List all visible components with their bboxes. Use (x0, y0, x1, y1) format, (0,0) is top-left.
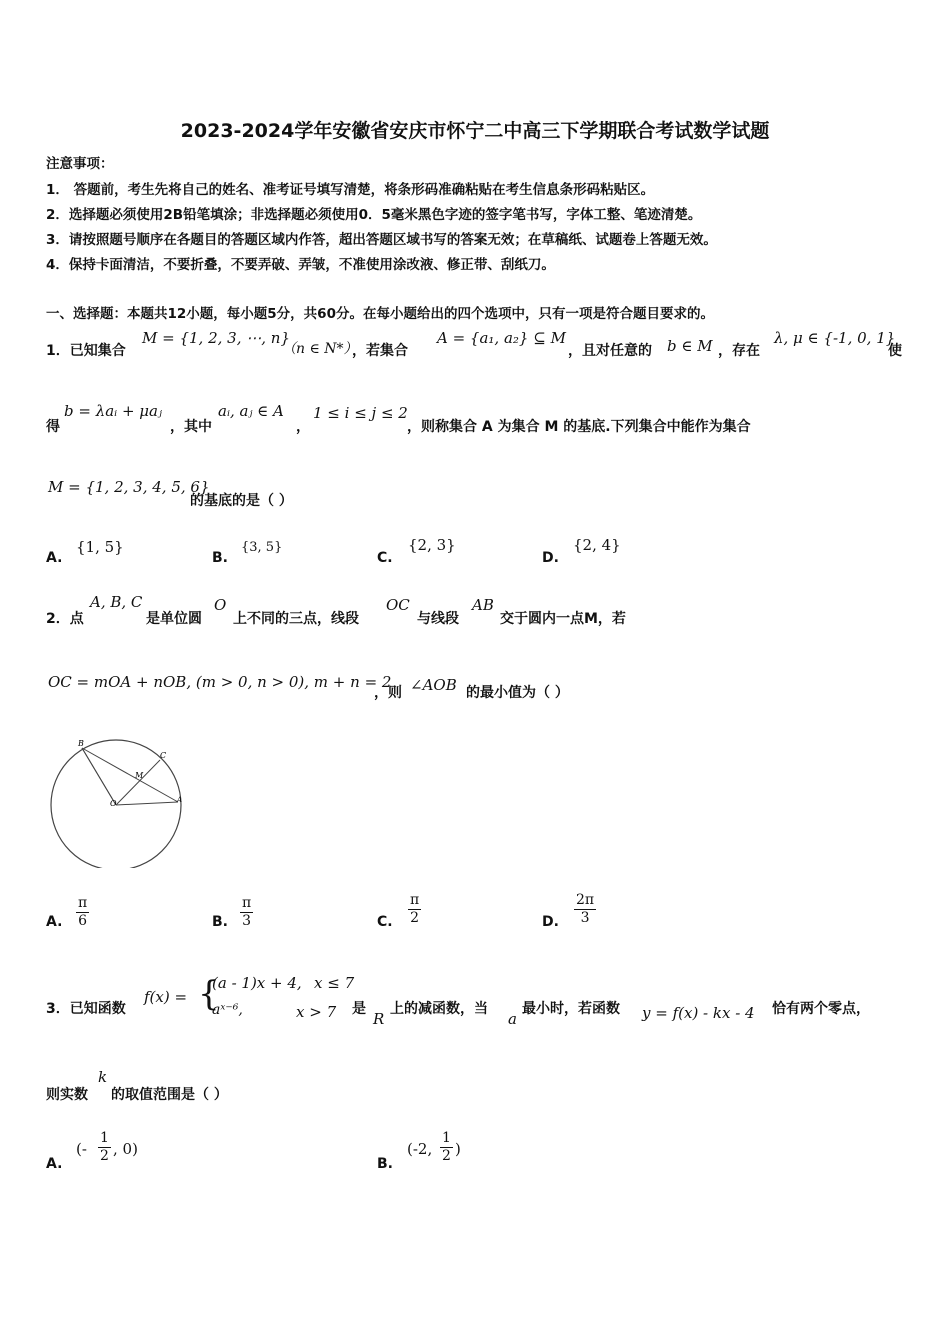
q2-option-a-num: π (78, 895, 88, 911)
q2-option-d-num: 2π (576, 892, 595, 908)
q1-math-n: （n ∈ N*） (282, 341, 358, 357)
q2-unit-circle-figure (46, 728, 216, 868)
q2-option-b-value (240, 895, 253, 930)
q2-text-1: 2．点 (46, 611, 84, 627)
q3-cond-2: x > 7 (296, 1003, 337, 1021)
q1-math-lambda: λ, μ ∈ {-1, 0, 1} (774, 329, 896, 347)
q1-option-c-label: C. (377, 550, 393, 566)
q2-option-c-den: 2 (410, 910, 420, 926)
q1-math-A: A = {a₁, a₂} ⊆ M (437, 329, 566, 347)
q2-option-b-label: B. (212, 914, 228, 930)
q2-text-3: 上不同的三点，线段 (233, 611, 359, 627)
q2-math-OC: OC (386, 596, 410, 614)
q3-option-a-frac (98, 1130, 111, 1165)
q3-math-y: y = f(x) - kx - 4 (642, 1004, 755, 1022)
q1-text-9: ，则称集合 A 为集合 M 的基底.下列集合中能作为集合 (407, 419, 751, 435)
q2-option-c-value (408, 892, 421, 927)
q3-text-6: 则实数 (46, 1087, 88, 1103)
q3-text-4: 最小时，若函数 (522, 1001, 620, 1017)
q3-option-a-pre: (- (76, 1140, 87, 1158)
q1-text-1: 1．已知集合 (46, 343, 126, 359)
q3-case-1: (a - 1)x + 4, (212, 974, 302, 992)
page-title: 2023-2024学年安徽省安庆市怀宁二中高三下学期联合考试数学试题 (180, 120, 770, 142)
q1-text-10: 的基底的是（ ） (190, 493, 293, 509)
q1-text-5: 使 (888, 343, 902, 359)
q1-math-M6: M = {1, 2, 3, 4, 5, 6} (48, 478, 210, 496)
q1-math-ij: 1 ≤ i ≤ j ≤ 2 (313, 404, 408, 422)
q2-option-a-den: 6 (78, 913, 88, 929)
q3-text-5: 恰有两个零点， (772, 1001, 870, 1017)
q2-option-d-den: 3 (580, 910, 590, 926)
note-item-1: 1． 答题前，考生先将自己的姓名、准考证号填写清楚，将条形码准确粘贴在考生信息条形码粘贴区。 (46, 182, 655, 198)
q2-text-6: ，则 (374, 685, 402, 701)
q2-math-O: O (214, 596, 227, 614)
q1-text-8: ， (296, 419, 310, 435)
q1-text-6: 得 (46, 419, 60, 435)
q1-option-b-value: {3, 5} (241, 540, 283, 555)
label-O: O (110, 799, 117, 808)
q3-option-b-post: ) (455, 1140, 461, 1158)
q3-option-a-den: 2 (100, 1148, 109, 1164)
q3-text-7: 的取值范围是（ ） (111, 1087, 228, 1103)
q3-math-fx: f(x) = (144, 988, 188, 1006)
q2-text-4: 与线段 (417, 611, 459, 627)
section-heading: 一、选择题：本题共12小题，每小题5分，共60分。在每小题给出的四个选项中，只有一项是符合题目要求的。 (46, 306, 714, 322)
q2-text-7: 的最小值为（ ） (466, 685, 569, 701)
q3-option-b-frac (440, 1130, 453, 1165)
q3-math-R: R (373, 1010, 385, 1028)
q3-piecewise-brace: { (198, 974, 220, 1014)
q3-option-a-post: , 0) (113, 1140, 138, 1158)
q2-math-angle: ∠AOB (410, 676, 457, 694)
q1-option-a-label: A. (46, 550, 63, 566)
q3-math-a: a (508, 1010, 517, 1028)
q3-text-1: 3．已知函数 (46, 1001, 126, 1017)
q3-option-b-pre: (-2, (407, 1140, 433, 1158)
q2-option-d-value (574, 892, 596, 927)
q3-option-b-label: B. (377, 1156, 393, 1172)
q3-case-2: aˣ⁻⁶, (212, 1002, 243, 1018)
segment-OC (116, 760, 160, 805)
notes-heading: 注意事项： (46, 156, 114, 172)
q1-text-2: ，若集合 (352, 343, 408, 359)
label-B: B (78, 739, 84, 748)
q2-option-a-label: A. (46, 914, 63, 930)
q1-text-3: ，且对任意的 (568, 343, 652, 359)
q1-math-ai-aj: aᵢ, aⱼ ∈ A (218, 402, 284, 420)
q1-option-d-label: D. (542, 550, 559, 566)
q1-option-b-label: B. (212, 550, 228, 566)
q2-math-ABC: A, B, C (90, 593, 143, 611)
q1-option-a-value: {1, 5} (76, 538, 124, 556)
q2-option-a-value (76, 895, 89, 930)
q2-option-b-den: 3 (242, 913, 252, 929)
label-C: C (160, 751, 167, 760)
q2-text-2: 是单位圆 (146, 611, 202, 627)
q3-option-b-num: 1 (442, 1130, 451, 1146)
segment-OA (116, 802, 178, 805)
q1-math-M: M = {1, 2, 3, ⋯, n} (142, 329, 290, 347)
note-item-2: 2．选择题必须使用2B铅笔填涂；非选择题必须使用0．5毫米黑色字迹的签字笔书写，字体工整、笔迹清楚。 (46, 207, 702, 223)
q2-math-OC-expr: OC = mOA + nOB, (m > 0, n > 0), m + n = 2 (48, 673, 392, 691)
q2-option-c-num: π (410, 892, 420, 908)
q1-option-c-value: {2, 3} (408, 536, 456, 554)
q2-option-d-label: D. (542, 914, 559, 930)
q3-text-3: 上的减函数，当 (390, 1001, 488, 1017)
q3-option-a-label: A. (46, 1156, 63, 1172)
note-item-3: 3．请按照题号顺序在各题目的答题区域内作答，超出答题区域书写的答案无效；在草稿纸、试题卷上答题无效。 (46, 232, 717, 248)
label-A: A (177, 796, 183, 804)
q3-cond-1: x ≤ 7 (314, 974, 355, 992)
q3-math-k: k (98, 1068, 108, 1086)
q2-text-5: 交于圆内一点M，若 (500, 611, 626, 627)
q3-text-2: 是 (352, 1001, 366, 1017)
q1-math-b: b ∈ M (667, 337, 713, 355)
q3-option-b-den: 2 (442, 1148, 451, 1164)
note-item-4: 4．保持卡面清洁，不要折叠，不要弄破、弄皱，不准使用涂改液、修正带、刮纸刀。 (46, 257, 555, 273)
q1-option-d-value: {2, 4} (573, 536, 621, 554)
q2-math-AB: AB (472, 596, 494, 614)
label-M: M (135, 771, 144, 780)
q1-math-b-expr: b = λaᵢ + μaⱼ (64, 402, 162, 420)
q2-option-b-num: π (242, 895, 252, 911)
q2-option-c-label: C. (377, 914, 393, 930)
q1-text-4: ，存在 (718, 343, 760, 359)
segment-BO (82, 748, 116, 805)
q3-option-a-num: 1 (100, 1130, 109, 1146)
q1-text-7: ，其中 (170, 419, 212, 435)
